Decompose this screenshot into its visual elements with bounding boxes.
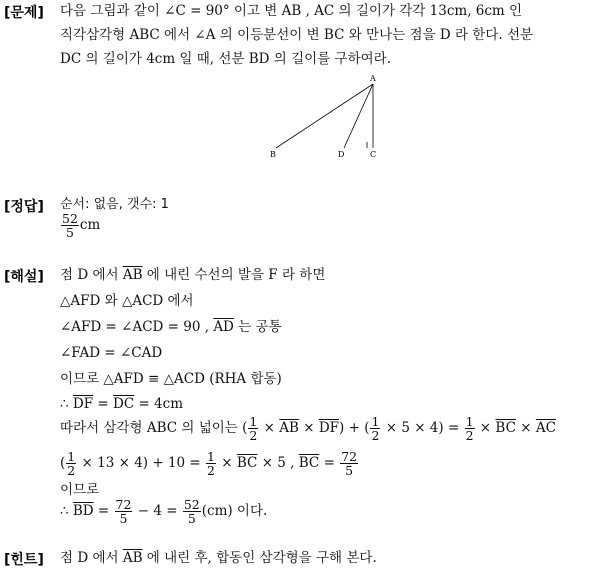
problem-line-2: 직각삼각형 ABC 에서 ∠A 의 이등분선이 변 BC 와 만나는 점을 D 라 한다. 선분 bbox=[60, 27, 534, 43]
solution-line-10: ∴ $\overline{BD}$ = $\frac{72}{5}$ − 4 = $\frac{52}{5}$ (cm) 이다. bbox=[60, 497, 268, 526]
hint-label: [힌트] bbox=[4, 552, 44, 568]
problem-label: [문제] bbox=[4, 5, 44, 21]
point-d-label: D bbox=[338, 150, 345, 159]
solution-line-9: 이므로 bbox=[60, 482, 100, 498]
solution-line-8: ( $\frac{1}{2}$ × 13 × 4) + 10 = $\frac{1}{2}$ × $\overline{BC} \times 5$ , $\overline{BC}$ = $\frac{72}{5}$ bbox=[60, 449, 358, 478]
point-a-label: A bbox=[370, 74, 376, 83]
solution-line-2: △AFD 와 △ACD 에서 bbox=[60, 293, 194, 309]
triangle-figure bbox=[262, 72, 392, 162]
problem-line-3: DC 의 길이가 4cm 일 때, 선분 BD 의 길이를 구하여라. bbox=[60, 51, 391, 67]
problem-line-1: 다음 그림과 같이 ∠C = 90° 이고 변 AB , AC 의 길이가 각각 13cm, 6cm 인 bbox=[60, 3, 523, 19]
solution-line-4: ∠FAD = ∠CAD bbox=[60, 345, 163, 361]
hint-text: 점 D 에서 $\overline{AB}$ 에 내린 후, 합동인 삼각형을 구해 본다. bbox=[60, 550, 377, 566]
answer-fraction: $\frac{52}{5}$ bbox=[62, 211, 78, 240]
solution-label: [해설] bbox=[4, 269, 44, 285]
solution-line-5: 이므로 △AFD ≡ △ACD (RHA 합동) bbox=[60, 371, 282, 387]
answer-meta: 순서: 없음, 갯수: 1 bbox=[60, 197, 169, 212]
solution-line-7: 따라서 삼각형 ABC 의 넓이는 ( $\frac{1}{2}$ × $\overline{AB} \times \overline{DF}$) + ( $\frac{1}{2}$ × 5 × 4) = $\frac{1}{2}$ × $\overline{BC} \times \overline{AC}$ bbox=[60, 414, 556, 443]
solution-line-1: 점 D 에서 $\overline{AB}$ 에 내린 수선의 발을 F 라 하면 bbox=[60, 267, 326, 283]
answer-label: [정답] bbox=[4, 199, 44, 215]
answer-value: $\frac{52}{5}$ cm bbox=[62, 211, 101, 240]
point-c-label: C bbox=[370, 150, 377, 159]
solution-line-6: ∴ $\overline{DF} = \overline{DC} = 4cm$ bbox=[60, 396, 184, 412]
solution-line-3: ∠AFD = ∠ACD = 90 , $\overline{AD}$ 는 공통 bbox=[60, 319, 282, 335]
point-b-label: B bbox=[270, 150, 276, 159]
